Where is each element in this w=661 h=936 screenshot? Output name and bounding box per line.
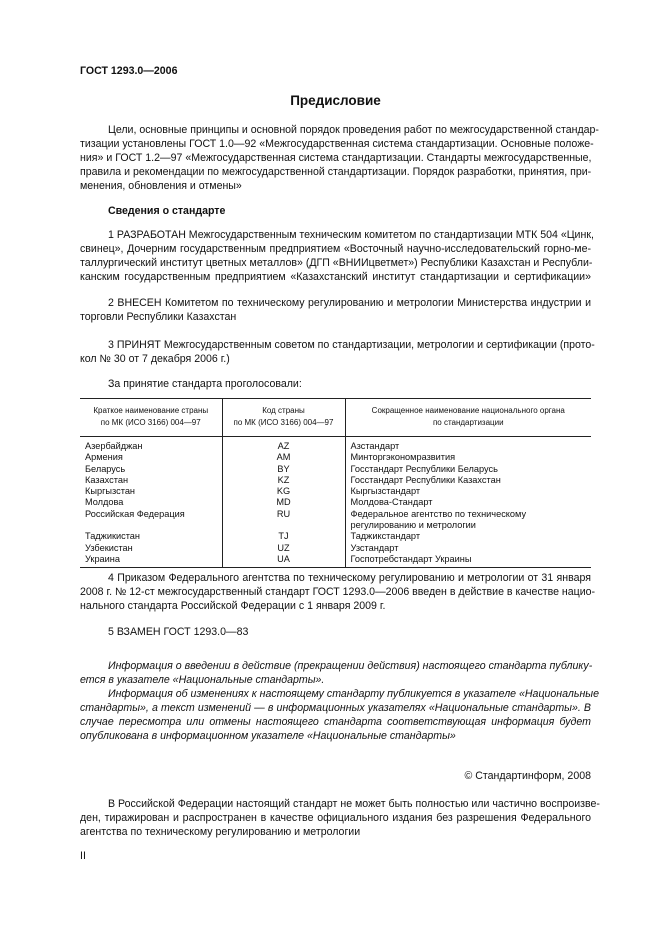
text-line: 2008 г. № 12-ст межгосударственный стандарт ГОСТ 1293.0—2006 введен в действие в качестве нацио-	[80, 586, 596, 598]
standards-body-cell	[345, 554, 591, 568]
item-5-paragraph	[80, 625, 591, 639]
table-row	[80, 475, 591, 486]
copyright: © Стандартинформ, 2008	[464, 770, 591, 782]
header-line: Сокращенное наименование национального органа	[371, 406, 565, 415]
text-line: ется в указателе «Национальные стандарты».	[80, 674, 325, 686]
text-line: 5 ВЗАМЕН ГОСТ 1293.0—83	[108, 626, 249, 638]
code-cell: KG	[222, 486, 345, 497]
standards-body-cell	[345, 497, 591, 508]
country-cell: Казахстан	[85, 474, 129, 485]
text-line: торговли Республики Казахстан	[80, 311, 237, 323]
text-line: Цели, основные принципы и основной порядок проведения работ по межгосударственной стандар-	[108, 124, 599, 136]
code-cell: MD	[222, 497, 345, 508]
country-cell: Узбекистан	[85, 542, 133, 553]
text-line: агентства по техническому регулированию и метрологии	[80, 826, 361, 838]
code-cell: KZ	[222, 475, 345, 486]
header-line: Код страны	[262, 406, 305, 415]
text-line: канским государственным предприятием «Казахстанский институт стандартизации и сертификации»	[80, 271, 591, 283]
standards-body-line: Федеральное агентство по техническому	[350, 508, 527, 519]
vote-intro-block	[80, 377, 591, 391]
text-line: нального стандарта Российской Федерации с 1 января 2009 г.	[80, 600, 386, 612]
text-line: 3 ПРИНЯТ Межгосударственным советом по стандартизации, метрологии и сертификации (прото-	[108, 339, 595, 351]
notice-paragraph	[80, 797, 600, 839]
item-1-paragraph	[80, 228, 594, 284]
page-title: Предисловие	[290, 93, 381, 108]
column-header-country	[80, 399, 222, 437]
text-line: случае пересмотра или отмены настоящего стандарта соответствующая информация будет	[80, 716, 591, 728]
intro-paragraph	[80, 123, 599, 193]
standards-body-line: Госстандарт Республики Казахстан	[350, 474, 501, 485]
voting-countries-table	[80, 398, 591, 568]
standards-body-line: регулированию и метрологии	[350, 520, 476, 531]
text-line: Информация о введении в действие (прекращении действия) настоящего стандарта публику-	[108, 660, 593, 672]
item-2-paragraph	[80, 296, 591, 324]
document-header: ГОСТ 1293.0—2006	[80, 65, 178, 77]
standards-body-line: Минторгэкономразвития	[350, 452, 456, 463]
country-cell: Молдова	[85, 497, 124, 508]
table-row	[80, 531, 591, 542]
text-line: 4 Приказом Федерального агентства по техническому регулированию и метрологии от 31 января	[108, 572, 591, 584]
country-cell: Таджикистан	[85, 531, 140, 542]
code-cell: AM	[222, 452, 345, 463]
country-cell: Беларусь	[85, 463, 126, 474]
standards-body-line: Таджикстандарт	[350, 531, 421, 542]
text-line: тизации установлены ГОСТ 1.0—92 «Межгосударственная система стандартизации. Основные положе-	[80, 138, 594, 150]
column-header-code	[222, 399, 345, 437]
code-cell: AZ	[222, 437, 345, 453]
text-line: ния» и ГОСТ 1.2—97 «Межгосударственная система стандартизации. Стандарты межгосударственные,	[80, 152, 592, 164]
header-line: по стандартизации	[432, 418, 504, 427]
standards-body-line: Узстандарт	[350, 542, 399, 553]
standards-body-cell	[345, 509, 591, 532]
standards-body-cell	[345, 486, 591, 497]
text-line: опубликована в информационном указателе «Национальные стандарты»	[80, 730, 456, 742]
table-row	[80, 543, 591, 554]
text-line: Информация об изменениях к настоящему стандарту публикуется в указателе «Национальные	[108, 688, 599, 700]
table-row	[80, 437, 591, 453]
standards-body-cell	[345, 464, 591, 475]
table-row	[80, 464, 591, 475]
standards-body-cell	[345, 475, 591, 486]
standards-body-cell	[345, 543, 591, 554]
table-row	[80, 486, 591, 497]
text-line: 2 ВНЕСЕН Комитетом по техническому регулированию и метрологии Министерства индустрии и	[108, 297, 591, 309]
code-cell: UA	[222, 554, 345, 568]
code-cell: TJ	[222, 531, 345, 542]
table-row	[80, 452, 591, 463]
standards-body-line: Азстандарт	[350, 441, 400, 451]
text-line: ден, тиражирован и распространен в качестве официального издания без разрешения Федерального	[80, 812, 591, 824]
text-line: кол № 30 от 7 декабря 2006 г.)	[80, 353, 230, 365]
page-number: II	[80, 850, 86, 862]
text-line: менения, обновления и отмены»	[80, 180, 242, 192]
standards-body-cell	[345, 452, 591, 463]
text-line: В Российской Федерации настоящий стандарт не может быть полностью или частично воспроизве-	[108, 798, 600, 810]
text-line: 1 РАЗРАБОТАН Межгосударственным техническим комитетом по стандартизации МТК 504 «Цинк,	[108, 229, 594, 241]
standards-body-cell	[345, 531, 591, 542]
standards-body-line: Госстандарт Республики Беларусь	[350, 463, 498, 474]
column-header-body	[345, 399, 591, 437]
code-cell: RU	[222, 509, 345, 532]
country-cell: Кыргызстан	[85, 486, 136, 497]
vote-intro: За принятие стандарта проголосовали:	[108, 378, 302, 390]
table-row	[80, 509, 591, 532]
country-cell: Российская Федерация	[85, 508, 185, 519]
text-line: свинец», Дочерним государственным предприятием «Восточный научно-исследовательский горно-ме-	[80, 243, 591, 255]
text-line: таллургический институт цветных металлов» (ДГП «ВНИИцветмет») Республики Казахстан и Республи-	[80, 257, 593, 269]
text-line: стандарты», а текст изменений — в информационных указателях «Национальные стандарты». В	[80, 702, 591, 714]
country-cell: Армения	[85, 452, 123, 463]
table-header-row	[80, 399, 591, 437]
header-line: Краткое наименование страны	[93, 406, 209, 415]
standards-body-line: Молдова-Стандарт	[350, 497, 433, 508]
text-line: правила и рекомендации по межгосударственной стандартизации. Порядок разработки, принятия, при-	[80, 166, 592, 178]
section-heading-block	[80, 204, 591, 218]
country-cell: Украина	[80, 554, 222, 568]
info-block	[80, 659, 599, 743]
header-line: по МК (ИСО 3166) 004—97	[100, 418, 201, 427]
standards-body-line: Кыргызстандарт	[350, 486, 421, 497]
code-cell: BY	[222, 464, 345, 475]
country-cell: Азербайджан	[85, 441, 143, 451]
header-line: по МК (ИСО 3166) 004—97	[233, 418, 334, 427]
section-heading: Сведения о стандарте	[108, 205, 226, 217]
item-4-paragraph	[80, 571, 596, 613]
standards-body-cell	[345, 437, 591, 453]
table-row	[80, 554, 591, 568]
standards-body-line: Госпотребстандарт Украины	[350, 553, 472, 564]
item-3-paragraph	[80, 338, 595, 366]
table-row	[80, 497, 591, 508]
code-cell: UZ	[222, 543, 345, 554]
